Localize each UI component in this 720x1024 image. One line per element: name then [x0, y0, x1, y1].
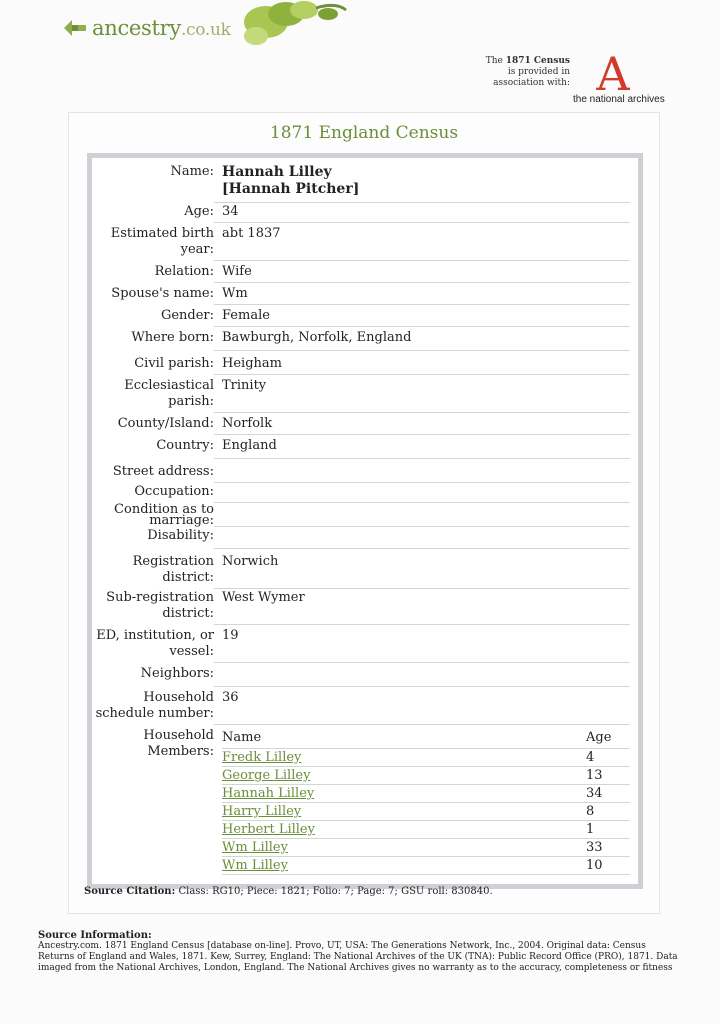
- household-member-age: 10: [586, 858, 603, 873]
- household-member-link[interactable]: Wm Lilley: [222, 840, 288, 855]
- record-table: Name: Hannah Lilley [Hannah Pitcher] Age: 34 Estimated birth year: abt 1837 Relation: Wife Spouse's name: Wm Gender: Female Where born: Bawburgh, Norfolk, England Civil parish: Heigham Ecclesiastical parish: Trinity County/Island: Norfolk Country: England Street address: Occupation: Condition as to marriage: Disability: Registration district: Norwich Sub-registration district: West Wymer ED, institution, or vessel: 19 Neighbors: Household schedule number: 36 Household Members: Name Age Fredk Lilley 4 George Lilley 13 Hannah Lilley 34 Harry Lilley 8 Herbert Lilley 1 Wm Lilley 33 Wm Lilley 10: [87, 153, 643, 889]
- ancestry-logo[interactable]: [62, 16, 231, 40]
- source-citation: Source Citation: Class: RG10; Piece: 1821; Folio: 7; Page: 7; GSU roll: 830840.: [84, 886, 493, 897]
- tna-association: [480, 50, 670, 110]
- household-member-age: 1: [586, 822, 595, 837]
- tna-letter: A: [596, 50, 630, 96]
- tna-a-logo-icon: [588, 50, 638, 96]
- household-member-age: 33: [586, 840, 603, 855]
- page-title: 1871 England Census: [269, 123, 459, 143]
- household-member-link[interactable]: Harry Lilley: [222, 804, 302, 819]
- household-name-header: Name: [222, 730, 262, 745]
- household-member-link[interactable]: Herbert Lilley: [222, 822, 315, 837]
- source-information: Source Information: Ancestry.com. 1871 England Census [database on-line]. Provo, UT, USA: The Generations Network, Inc., 2004. Original data: Census Returns of England and Wales, 1871. Kew, Surrey, England: The National Archives of the UK (TNA): Public Record Office (PRO), 1871. Data imaged from the National Archives, London, England. The National Archives gives no warranty as to the accuracy, completeness or fitness: [38, 930, 678, 973]
- household-age-header: Age: [586, 730, 612, 745]
- name-value: Hannah Lilley [Hannah Pitcher]: [222, 164, 360, 197]
- household-member-age: 34: [586, 786, 603, 801]
- census-panel: [68, 112, 660, 914]
- household-member-link[interactable]: Fredk Lilley: [222, 750, 302, 765]
- tna-name: the national archives: [573, 94, 665, 105]
- ancestry-wordmark: ancestry.co.uk: [92, 16, 231, 40]
- household-member-link[interactable]: Hannah Lilley: [222, 786, 315, 801]
- ancestry-leaf-icon: [62, 17, 88, 39]
- decorative-leaves-image: [226, 0, 356, 50]
- household-member-link[interactable]: George Lilley: [222, 768, 311, 783]
- tna-caption: The 1871 Census is provided in association with:: [485, 56, 570, 88]
- household-member-age: 4: [586, 750, 595, 765]
- household-member-age: 13: [586, 768, 603, 783]
- household-member-link[interactable]: Wm Lilley: [222, 858, 288, 873]
- household-member-age: 8: [586, 804, 595, 819]
